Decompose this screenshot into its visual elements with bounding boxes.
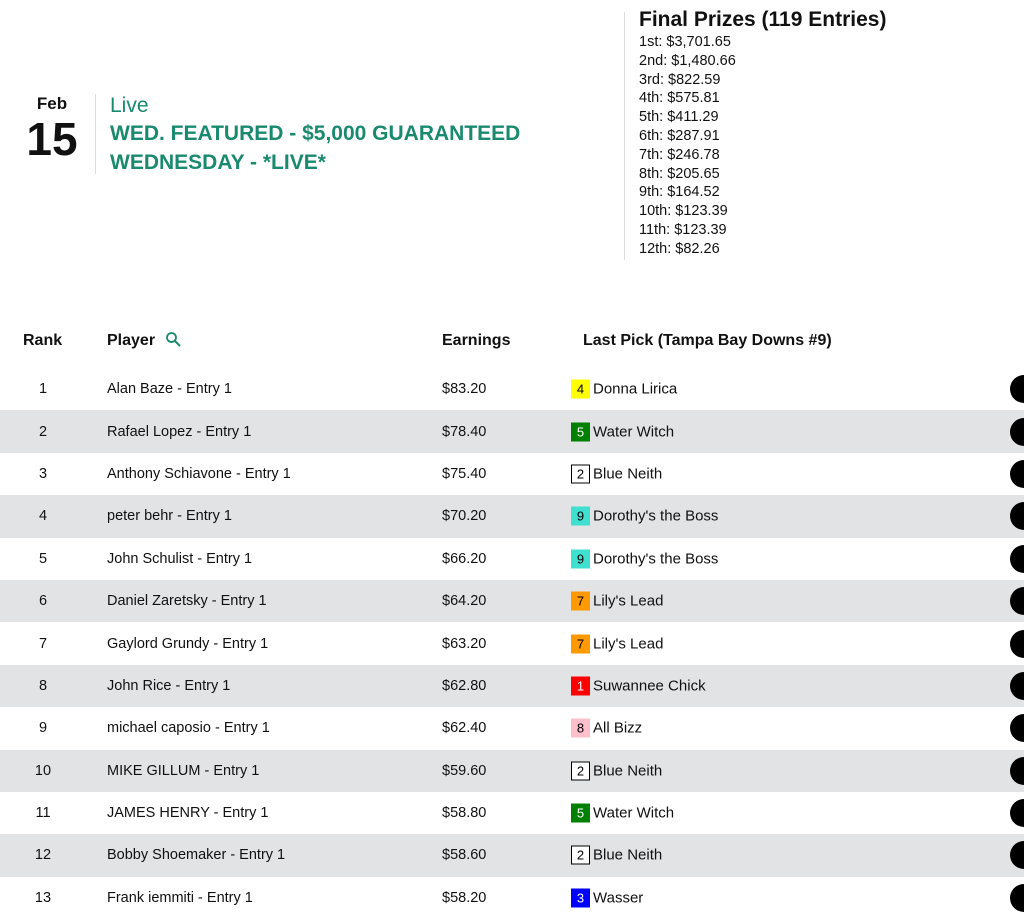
player-name[interactable]: Anthony Schiavone - Entry 1 xyxy=(107,465,291,482)
row-action-button[interactable] xyxy=(1010,630,1024,658)
rank-cell: 10 xyxy=(34,762,52,779)
rank-cell: 5 xyxy=(38,550,48,567)
earnings-cell: $64.20 xyxy=(442,593,487,610)
row-action-button[interactable] xyxy=(1010,884,1024,912)
player-name[interactable]: Daniel Zaretsky - Entry 1 xyxy=(107,593,267,610)
leaderboard-table xyxy=(0,322,1024,919)
table-header xyxy=(0,322,1024,368)
prize-line: 1st: $3,701.65 xyxy=(639,34,731,50)
earnings-cell: $58.20 xyxy=(442,889,487,906)
last-pick xyxy=(571,719,642,738)
earnings-cell: $58.60 xyxy=(442,847,487,864)
player-name[interactable]: JAMES HENRY - Entry 1 xyxy=(107,805,269,822)
rank-cell: 9 xyxy=(38,720,48,737)
horse-name: Donna Lirica xyxy=(593,380,678,398)
table-row[interactable] xyxy=(0,453,1024,495)
post-position-badge: 7 xyxy=(571,592,590,611)
prizes-title: Final Prizes (119 Entries) xyxy=(639,8,887,31)
player-name[interactable]: Rafael Lopez - Entry 1 xyxy=(107,423,252,440)
event-date xyxy=(22,94,82,165)
rank-cell: 11 xyxy=(35,805,51,822)
row-action-button[interactable] xyxy=(1010,672,1024,700)
table-row[interactable] xyxy=(0,495,1024,537)
column-header-earnings[interactable]: Earnings xyxy=(442,332,511,349)
prize-line: 8th: $205.65 xyxy=(639,165,720,182)
event-title-line1: WED. FEATURED - $5,000 GUARANTEED xyxy=(110,122,521,145)
table-row[interactable] xyxy=(0,622,1024,664)
prize-line: 3rd: $822.59 xyxy=(639,71,721,88)
rank-cell: 12 xyxy=(34,847,52,864)
event-status: Live xyxy=(110,94,149,117)
horse-name: Wasser xyxy=(593,889,644,907)
horse-name: Lily's Lead xyxy=(593,592,664,610)
rank-cell: 13 xyxy=(34,889,52,906)
column-header-player[interactable] xyxy=(107,332,181,350)
row-action-button[interactable] xyxy=(1010,757,1024,785)
player-name[interactable]: Frank iemmiti - Entry 1 xyxy=(107,889,253,906)
player-name[interactable]: Gaylord Grundy - Entry 1 xyxy=(107,635,269,652)
horse-name: Suwannee Chick xyxy=(593,677,706,695)
table-row[interactable] xyxy=(0,834,1024,876)
prize-line: 2nd: $1,480.66 xyxy=(639,52,736,69)
earnings-cell: $70.20 xyxy=(442,508,487,525)
event-day: 15 xyxy=(26,113,78,165)
tournament-header xyxy=(0,0,1024,300)
row-action-button[interactable] xyxy=(1010,418,1024,446)
player-name[interactable]: Alan Baze - Entry 1 xyxy=(107,381,232,398)
last-pick xyxy=(571,676,706,695)
last-pick xyxy=(571,804,674,823)
last-pick xyxy=(571,507,718,526)
table-row[interactable] xyxy=(0,580,1024,622)
last-pick xyxy=(571,888,643,907)
divider xyxy=(624,12,625,260)
table-row[interactable] xyxy=(0,368,1024,410)
last-pick xyxy=(571,761,662,780)
horse-name: Lily's Lead xyxy=(593,635,664,653)
player-name[interactable]: Bobby Shoemaker - Entry 1 xyxy=(107,847,286,864)
table-row[interactable] xyxy=(0,665,1024,707)
table-row[interactable] xyxy=(0,792,1024,834)
player-name[interactable]: peter behr - Entry 1 xyxy=(107,508,232,525)
earnings-cell: $75.40 xyxy=(442,465,487,482)
table-row[interactable] xyxy=(0,707,1024,749)
horse-name: Blue Neith xyxy=(593,846,663,864)
last-pick xyxy=(571,464,662,483)
row-action-button[interactable] xyxy=(1010,714,1024,742)
column-header-player-label: Player xyxy=(107,332,156,349)
earnings-cell: $63.20 xyxy=(442,635,487,652)
column-header-last-pick[interactable]: Last Pick (Tampa Bay Downs #9) xyxy=(583,332,832,349)
event-title-line2: WEDNESDAY - *LIVE* xyxy=(110,151,326,174)
prize-line: 9th: $164.52 xyxy=(639,184,720,201)
last-pick xyxy=(571,380,677,399)
post-position-badge: 4 xyxy=(571,380,590,399)
prize-line: 6th: $287.91 xyxy=(639,127,720,144)
horse-name: Water Witch xyxy=(593,804,675,822)
last-pick xyxy=(571,422,674,441)
event-info xyxy=(110,94,610,176)
horse-name: Water Witch xyxy=(593,423,675,441)
last-pick xyxy=(571,592,663,611)
prize-line: 11th: $123.39 xyxy=(639,221,727,238)
last-pick xyxy=(571,549,718,568)
row-action-button[interactable] xyxy=(1010,545,1024,573)
horse-name: Blue Neith xyxy=(593,465,663,483)
post-position-badge: 8 xyxy=(571,719,590,738)
horse-name: Blue Neith xyxy=(593,762,663,780)
prize-list xyxy=(639,33,886,259)
earnings-cell: $59.60 xyxy=(442,762,487,779)
rank-cell: 7 xyxy=(38,635,48,652)
player-name[interactable]: John Rice - Entry 1 xyxy=(107,677,231,694)
table-row[interactable] xyxy=(0,750,1024,792)
earnings-cell: $62.80 xyxy=(442,677,487,694)
earnings-cell: $83.20 xyxy=(442,381,487,398)
rank-cell: 4 xyxy=(38,508,48,525)
prize-line: 10th: $123.39 xyxy=(639,203,728,220)
player-name[interactable]: John Schulist - Entry 1 xyxy=(107,550,253,567)
prize-line: 12th: $82.26 xyxy=(639,240,720,257)
post-position-badge: 3 xyxy=(571,888,590,907)
horse-name: Dorothy's the Boss xyxy=(593,507,719,525)
earnings-cell: $62.40 xyxy=(442,720,487,737)
post-position-badge: 5 xyxy=(571,422,590,441)
player-name[interactable]: MIKE GILLUM - Entry 1 xyxy=(107,762,260,779)
post-position-badge: 1 xyxy=(571,676,590,695)
earnings-cell: $78.40 xyxy=(442,423,487,440)
rank-cell: 8 xyxy=(38,677,48,694)
earnings-cell: $58.80 xyxy=(442,805,487,822)
earnings-cell: $66.20 xyxy=(442,550,487,567)
post-position-badge: 9 xyxy=(571,507,590,526)
row-action-button[interactable] xyxy=(1010,799,1024,827)
post-position-badge: 2 xyxy=(571,464,590,483)
rank-cell: 3 xyxy=(38,465,48,482)
post-position-badge: 2 xyxy=(571,846,590,865)
row-action-button[interactable] xyxy=(1010,375,1024,403)
rank-cell: 1 xyxy=(38,381,48,398)
horse-name: All Bizz xyxy=(593,719,643,737)
prize-line: 4th: $575.81 xyxy=(639,90,720,107)
horse-name: Dorothy's the Boss xyxy=(593,550,719,568)
divider xyxy=(95,94,96,174)
row-action-button[interactable] xyxy=(1010,587,1024,615)
table-row[interactable] xyxy=(0,538,1024,580)
search-icon[interactable] xyxy=(165,331,181,347)
last-pick xyxy=(571,634,663,653)
row-action-button[interactable] xyxy=(1010,841,1024,869)
post-position-badge: 7 xyxy=(571,634,590,653)
post-position-badge: 9 xyxy=(571,549,590,568)
rank-cell: 6 xyxy=(38,593,48,610)
column-header-rank[interactable]: Rank xyxy=(23,332,63,349)
prize-line: 7th: $246.78 xyxy=(639,146,720,163)
row-action-button[interactable] xyxy=(1010,502,1024,530)
player-name[interactable]: michael caposio - Entry 1 xyxy=(107,720,270,737)
table-body xyxy=(0,368,1024,919)
table-row[interactable] xyxy=(0,410,1024,452)
row-action-button[interactable] xyxy=(1010,460,1024,488)
post-position-badge: 5 xyxy=(571,804,590,823)
last-pick xyxy=(571,846,662,865)
event-month: Feb xyxy=(36,94,68,113)
prize-line: 5th: $411.29 xyxy=(639,109,719,126)
rank-cell: 2 xyxy=(38,423,48,440)
post-position-badge: 2 xyxy=(571,761,590,780)
table-row[interactable] xyxy=(0,877,1024,919)
final-prizes xyxy=(639,8,886,259)
